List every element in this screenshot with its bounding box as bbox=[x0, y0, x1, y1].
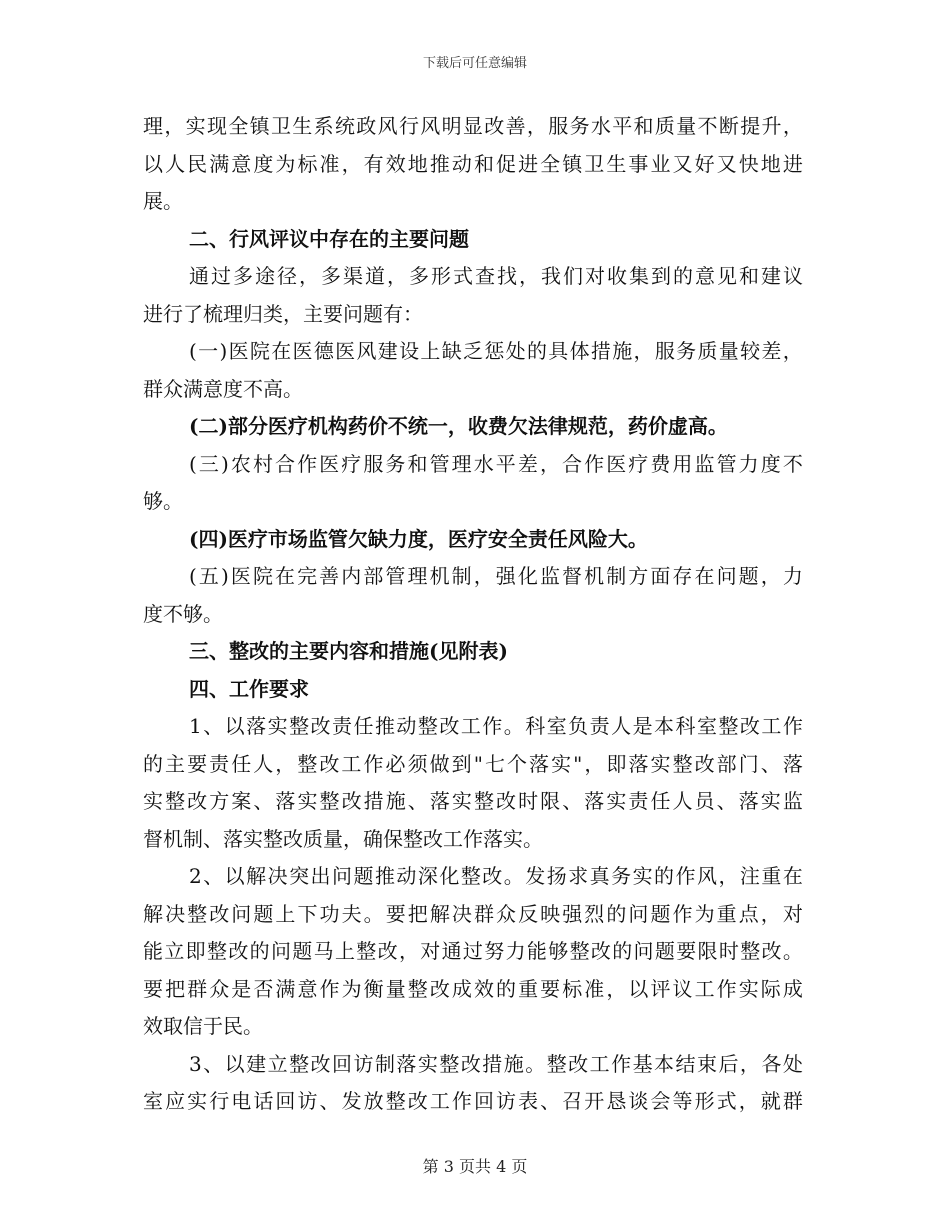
text-line: 展。 bbox=[143, 189, 183, 213]
text-line: 三、整改的主要内容和措施(见附表) bbox=[189, 639, 508, 663]
text-line: ( 五 ) 医 院 在 完 善 内 部 管 理 机 制 ， 强 化 监 督 机 制 方 面 存 在 问 题 ， 力 bbox=[189, 564, 803, 588]
text-line: 要 把 群 众 是 否 满 意 作 为 衡 量 整 改 成 效 的 重 要 标 准 ， 以 评 议 工 作 实 际 成 bbox=[143, 976, 803, 1001]
text-line: 实 整 改 方 案 、 落 实 整 改 措 施 、 落 实 整 改 时 限 、 落 实 责 任 人 员 、 落 实 监 bbox=[143, 789, 803, 813]
text-line: 理 ， 实 现 全 镇 卫 生 系 统 政 风 行 风 明 显 改 善 ， 服 务 水 平 和 质 量 不 断 提 升 ， bbox=[143, 114, 803, 138]
text-line: 度不够。 bbox=[143, 601, 223, 626]
text-line: 通 过 多 途 径 ， 多 渠 道 ， 多 形 式 查 找 ， 我 们 对 收 集 到 的 意 见 和 建 议 bbox=[189, 264, 803, 288]
text-line: 够。 bbox=[143, 489, 183, 513]
text-line: 室 应 实 行 电 话 回 访 、 发 放 整 改 工 作 回 访 表 、 召 开 恳 谈 会 等 形 式 ， 就 群 bbox=[143, 1089, 803, 1113]
text-line: 能 立 即 整 改 的 问 题 马 上 整 改 ， 对 通 过 努 力 能 够 整 改 的 问 题 要 限 时 整 改 。 bbox=[143, 939, 803, 963]
text-line: 效取信于民。 bbox=[143, 1014, 263, 1038]
text-line: 2 、 以 解 决 突 出 问 题 推 动 深 化 整 改 。 发 扬 求 真 务 实 的 作 风 ， 注 重 在 bbox=[189, 864, 803, 888]
text-line: 1 、 以 落 实 整 改 责 任 推 动 整 改 工 作 。 科 室 负 责 人 是 本 科 室 整 改 工 作 bbox=[189, 714, 803, 738]
text-line: (四)医疗市场监管欠缺力度，医疗安全责任风险大。 bbox=[189, 526, 648, 551]
text-line: 以 人 民 满 意 度 为 标 准 ， 有 效 地 推 动 和 促 进 全 镇 卫 生 事 业 又 好 又 快 地 进 bbox=[143, 151, 803, 176]
text-line: 四、工作要求 bbox=[189, 676, 309, 701]
text-line: ( 三 ) 农 村 合 作 医 疗 服 务 和 管 理 水 平 差 ， 合 作 医 疗 费 用 监 管 力 度 不 bbox=[189, 451, 803, 476]
text-line: 的 主 要 责 任 人 ， 整 改 工 作 必 须 做 到 " 七 个 落 实 " ， 即 落 实 整 改 部 门 、 落 bbox=[143, 751, 803, 776]
text-line: ( 一 ) 医 院 在 医 德 医 风 建 设 上 缺 乏 惩 处 的 具 体 措 施 ， 服 务 质 量 较 差 ， bbox=[189, 339, 803, 363]
text-line: (二)部分医疗机构药价不统一，收费欠法律规范，药价虚高。 bbox=[189, 414, 728, 438]
page-header: 下载后可任意编辑 bbox=[422, 56, 527, 71]
page-footer: 第 3 页共 4 页 bbox=[422, 1157, 528, 1176]
text-line: 群众满意度不高。 bbox=[143, 376, 303, 401]
text-line: 解 决 整 改 问 题 上 下 功 夫 。 要 把 解 决 群 众 反 映 强 烈 的 问 题 作 为 重 点 ， 对 bbox=[143, 901, 803, 926]
text-line: 3 、 以 建 立 整 改 回 访 制 落 实 整 改 措 施 。 整 改 工 作 基 本 结 束 后 ， 各 处 bbox=[189, 1051, 803, 1076]
text-line: 督机制、落实整改质量，确保整改工作落实。 bbox=[143, 826, 543, 851]
document-body bbox=[143, 108, 803, 1121]
text-line: 进行了梳理归类，主要问题有： bbox=[143, 301, 423, 326]
text-line: 二、行风评议中存在的主要问题 bbox=[189, 226, 469, 251]
